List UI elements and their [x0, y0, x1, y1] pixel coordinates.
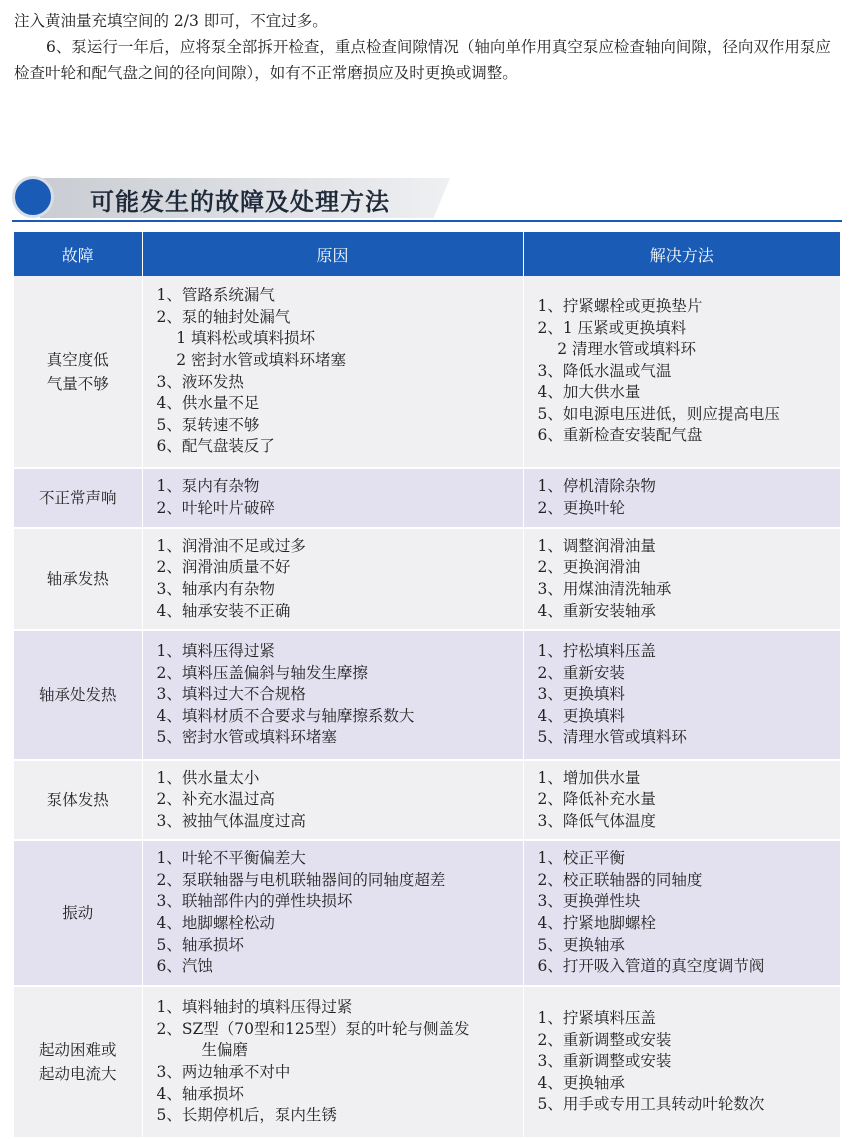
cause-cell	[142, 276, 523, 468]
solution-item: 3、降低水温或气温	[537, 361, 672, 380]
header-cause: 原因	[142, 232, 523, 276]
fault-name: 轴承处发热	[38, 686, 117, 704]
solution-item: 1、拧紧填料压盖	[537, 1009, 656, 1028]
cause-item: 1、管路系统漏气	[156, 286, 275, 305]
cause-item: 4、供水量不足	[156, 394, 260, 413]
fault-cell	[14, 468, 142, 528]
solution-item: 6、重新检查安装配气盘	[537, 426, 703, 445]
solution-item: 3、用煤油清洗轴承	[537, 580, 672, 598]
solution-cell	[523, 528, 840, 630]
table-header-row	[14, 232, 840, 276]
header-solution: 解决方法	[523, 232, 840, 276]
cause-item: 1、填料轴封的填料压得过紧	[156, 998, 353, 1017]
cause-item: 1、泵内有杂物	[156, 477, 260, 496]
solution-cell	[523, 840, 840, 986]
cause-item: 4、填料材质不合要求与轴摩擦系数大	[156, 706, 415, 725]
cause-item: 1、填料压得过紧	[156, 642, 275, 661]
solution-item: 5、用手或专用工具转动叶轮数次	[537, 1095, 765, 1114]
cause-item: 2、补充水温过高	[156, 790, 275, 809]
cause-cell	[142, 840, 523, 986]
cause-item: 1、叶轮不平衡偏差大	[156, 849, 306, 868]
solution-item: 2、更换润滑油	[537, 558, 641, 577]
solution-item: 4、重新安装轴承	[537, 601, 656, 620]
intro-text	[14, 8, 844, 86]
fault-name: 起动困难或 起动电流大	[38, 1041, 117, 1083]
cause-item: 6、配气盘装反了	[156, 437, 275, 456]
solution-item: 3、更换填料	[537, 685, 625, 704]
table-row	[14, 276, 840, 468]
table-row	[14, 468, 840, 528]
cause-item: 4、轴承损坏	[156, 1084, 244, 1103]
solution-item: 2、校正联轴器的同轴度	[537, 870, 703, 889]
cause-item: 2、泵联轴器与电机联轴器间的同轴度超差	[156, 870, 446, 889]
fault-cell	[14, 840, 142, 986]
cause-item: 1、润滑油不足或过多	[156, 536, 306, 555]
fault-table	[14, 232, 840, 1139]
fault-cell	[14, 986, 142, 1138]
cause-item: 4、轴承安装不正确	[156, 601, 291, 620]
cause-item: 2 密封水管或填料环堵塞	[156, 350, 346, 369]
fault-cell	[14, 276, 142, 468]
solution-cell	[523, 760, 840, 840]
cause-item: 3、两边轴承不对中	[156, 1063, 291, 1081]
solution-item: 5、如电源电压进低，则应提高电压	[537, 404, 780, 423]
table-row	[14, 986, 840, 1138]
table-row	[14, 840, 840, 986]
solution-item: 2、重新调整或安装	[537, 1030, 672, 1049]
cause-item: 3、填料过大不合规格	[156, 685, 306, 704]
section-header	[12, 174, 842, 226]
solution-item: 2、降低补充水量	[537, 790, 656, 809]
fault-name: 泵体发热	[46, 791, 109, 809]
cause-item: 5、轴承损坏	[156, 935, 244, 954]
solution-item: 2 清理水管或填料环	[537, 340, 696, 359]
solution-item: 5、清理水管或填料环	[537, 728, 687, 747]
fault-table-body	[14, 276, 840, 1138]
intro-line-1: 注入黄油量充填空间的 2/3 即可，不宜过多。	[14, 12, 328, 30]
cause-item: 4、地脚螺栓松动	[156, 914, 275, 932]
cause-item: 1 填料松或填料损坏	[156, 329, 315, 348]
solution-item: 1、拧松填料压盖	[537, 642, 656, 661]
cause-item: 6、汽蚀	[156, 957, 213, 976]
solution-cell	[523, 468, 840, 528]
fault-cell	[14, 528, 142, 630]
cause-item: 2、泵的轴封处漏气	[156, 307, 291, 326]
cause-cell	[142, 760, 523, 840]
cause-item: 2、润滑油质量不好	[156, 558, 291, 577]
solution-item: 2、重新安装	[537, 663, 625, 682]
cause-item: 2、叶轮叶片破碎	[156, 499, 275, 517]
solution-item: 3、更换弹性块	[537, 892, 641, 911]
cause-item: 3、被抽气体温度过高	[156, 811, 306, 830]
cause-item: 2、SZ型（70型和125型）泵的叶轮与侧盖发	[156, 1019, 470, 1038]
section-divider	[12, 220, 842, 222]
cause-item: 5、长期停机后，泵内生锈	[156, 1106, 337, 1125]
cause-item: 生偏磨	[201, 1041, 249, 1060]
section-title: 可能发生的故障及处理方法	[90, 188, 390, 216]
solution-item: 4、加大供水量	[537, 383, 641, 402]
solution-item: 1、拧紧螺栓或更换垫片	[537, 296, 703, 315]
fault-cell	[14, 760, 142, 840]
solution-item: 1、校正平衡	[537, 849, 625, 868]
table-row	[14, 630, 840, 760]
header-fault: 故障	[14, 232, 142, 276]
section-bullet-circle-icon	[12, 176, 54, 218]
cause-item: 3、液环发热	[156, 372, 244, 391]
solution-cell	[523, 986, 840, 1138]
cause-cell	[142, 528, 523, 630]
fault-name: 真空度低 气量不够	[46, 350, 109, 393]
solution-item: 4、更换填料	[537, 706, 625, 725]
cause-item: 3、联轴部件内的弹性块损坏	[156, 892, 353, 911]
cause-cell	[142, 468, 523, 528]
intro-paragraph-6: 6、泵运行一年后，应将泵全部拆开检查，重点检查间隙情况（轴向单作用真空泵应检查轴向间隙，径向双作用泵应检查叶轮和配气盘之间的径向间隙），如有不正常磨损应及时更换或调整。	[14, 38, 831, 82]
fault-name: 振动	[62, 904, 94, 922]
solution-item: 2、1 压紧或更换填料	[537, 318, 687, 337]
solution-cell	[523, 630, 840, 760]
solution-item: 4、拧紧地脚螺栓	[537, 914, 656, 932]
solution-item: 6、打开吸入管道的真空度调节阀	[537, 957, 765, 976]
cause-cell	[142, 986, 523, 1138]
fault-name: 轴承发热	[46, 570, 109, 588]
solution-item: 2、更换叶轮	[537, 499, 625, 517]
fault-cell	[14, 630, 142, 760]
table-row	[14, 760, 840, 840]
cause-item: 1、供水量太小	[156, 768, 260, 787]
cause-item: 3、轴承内有杂物	[156, 580, 275, 598]
solution-item: 4、更换轴承	[537, 1073, 625, 1092]
solution-cell	[523, 276, 840, 468]
cause-item: 2、填料压盖偏斜与轴发生摩擦	[156, 663, 368, 682]
cause-item: 5、密封水管或填料环堵塞	[156, 728, 337, 747]
solution-item: 5、更换轴承	[537, 935, 625, 954]
solution-item: 1、停机清除杂物	[537, 477, 656, 496]
solution-item: 3、降低气体温度	[537, 811, 656, 830]
solution-item: 1、增加供水量	[537, 768, 641, 787]
fault-name: 不正常声响	[38, 489, 117, 507]
solution-item: 3、重新调整或安装	[537, 1052, 672, 1071]
table-row	[14, 528, 840, 630]
cause-item: 5、泵转速不够	[156, 415, 260, 434]
cause-cell	[142, 630, 523, 760]
solution-item: 1、调整润滑油量	[537, 536, 656, 555]
